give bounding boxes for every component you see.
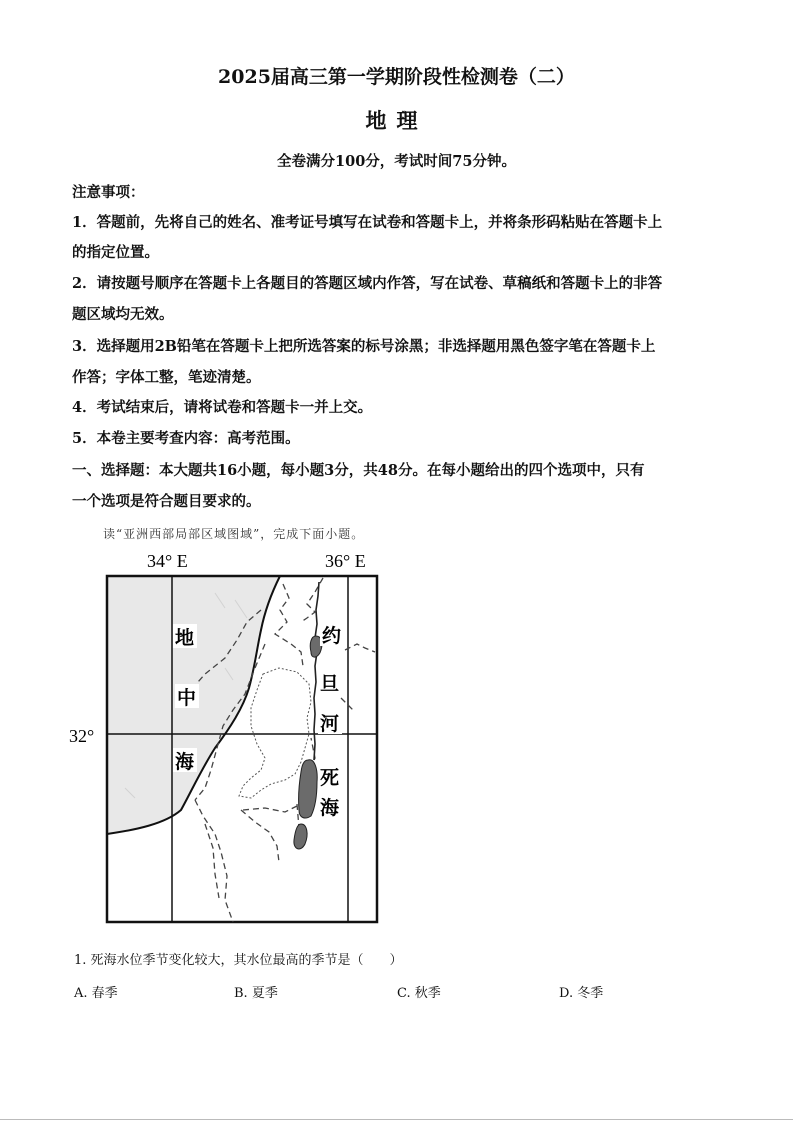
subject-title: 地理: [365, 108, 428, 133]
river-label-char-3: 河: [320, 713, 340, 735]
river-label-char-2: 旦: [320, 673, 340, 695]
question-1-option-b: B. 夏季: [234, 986, 278, 1001]
region-map: [65, 548, 385, 930]
question-1-option-c: C. 秋季: [397, 986, 441, 1001]
section-1-line2: 一个选项是符合题目要求的。: [72, 493, 261, 510]
sea-label-char-1: 地: [175, 627, 195, 649]
note-item-4: 4．考试结束后，请将试卷和答题卡一并上交。: [72, 399, 373, 416]
question-1-stem: 1. 死海水位季节变化较大，其水位最高的季节是（ ）: [74, 953, 403, 968]
question-1-option-a: A. 春季: [74, 986, 118, 1001]
dead-sea-south: [294, 824, 307, 849]
deadsea-label-char-1: 死: [320, 767, 340, 789]
river-label-char-1: 约: [322, 625, 342, 647]
note-item-2-line1: 2．请按题号顺序在答题卡上各题目的答题区域内作答，写在试卷、草稿纸和答题卡上的非答: [72, 275, 663, 292]
map-intro-text: 读“亚洲西部局部区域图域”，完成下面小题。: [103, 527, 365, 541]
notes-heading: 注意事项：: [72, 184, 145, 201]
note-item-3-line2: 作答；字体工整，笔迹清楚。: [72, 369, 261, 386]
question-1-option-d: D. 冬季: [559, 986, 604, 1001]
note-item-1-line1: 1．答题前，先将自己的姓名、准考证号填写在试卷和答题卡上，并将条形码粘贴在答题卡上: [72, 214, 663, 231]
lon-label-36e: 36° E: [325, 551, 366, 571]
note-item-1-line2: 的指定位置。: [72, 244, 159, 261]
page-bottom-rule: [0, 1119, 793, 1120]
lon-label-34e: 34° E: [147, 551, 188, 571]
full-mark-info: 全卷满分100分，考试时间75分钟。: [277, 153, 516, 170]
deadsea-label-char-2: 海: [320, 797, 340, 819]
sea-label-char-3: 海: [175, 751, 195, 773]
note-item-3-line1: 3．选择题用2B铅笔在答题卡上把所选答案的标号涂黑；非选择题用黑色签字笔在答题卡上: [72, 338, 656, 355]
sea-label-char-2: 中: [177, 687, 197, 709]
lat-label-32: 32°: [69, 726, 95, 746]
dead-sea: [299, 760, 318, 818]
section-1-line1: 一、选择题：本大题共16小题，每小题3分，共48分。在每小题给出的四个选项中，只有: [72, 462, 645, 479]
note-item-2-line2: 题区域均无效。: [72, 306, 174, 323]
exam-title: 2025届高三第一学期阶段性检测卷（二）: [218, 66, 575, 88]
note-item-5: 5．本卷主要考查内容：高考范围。: [72, 430, 300, 447]
